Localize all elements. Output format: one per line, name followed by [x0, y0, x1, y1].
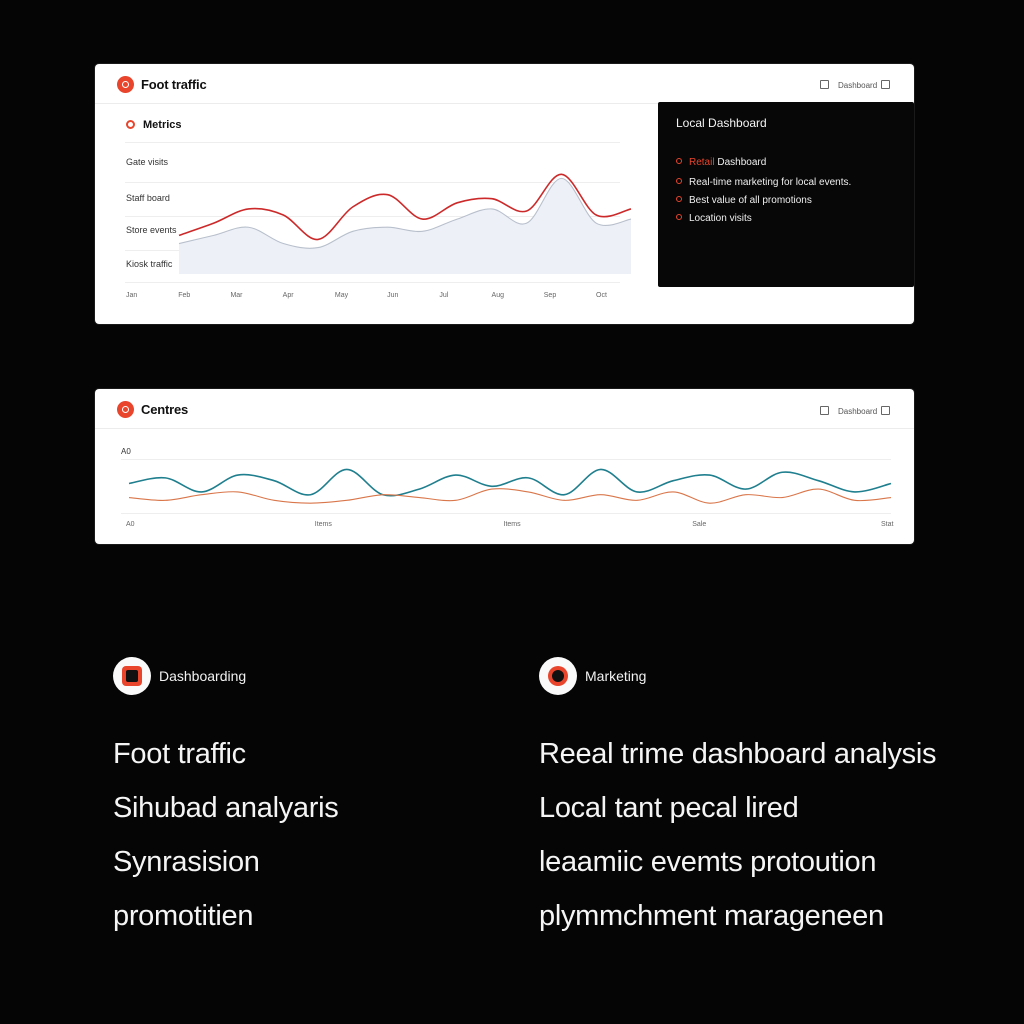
card-title: Foot traffic: [141, 77, 207, 92]
x-axis-label: May: [334, 292, 349, 299]
legend-dot-icon: [126, 120, 135, 129]
brand-dashboarding[interactable]: [113, 657, 246, 695]
x-axis-label: Jul: [439, 292, 449, 299]
dashboard-link[interactable]: Dashboard: [838, 81, 878, 90]
dashboard-icon[interactable]: [820, 406, 829, 415]
brand-name: Dashboarding: [159, 668, 247, 684]
feature-right: leaamiic evemts protoution: [539, 846, 877, 878]
x-axis-label: Stat: [881, 521, 894, 528]
brand-logo-icon: [117, 401, 134, 418]
feature-left: promotitien: [113, 900, 254, 932]
x-axis-label: Apr: [282, 292, 294, 299]
foot-traffic-card: [95, 64, 914, 324]
feature-right: Local tant pecal lired: [539, 792, 799, 824]
y-axis-label: Store events: [126, 225, 177, 235]
bullet-icon: [676, 214, 682, 220]
feature-left: Foot traffic: [113, 738, 246, 770]
series-area: [179, 178, 631, 274]
card-header: [95, 64, 914, 104]
feature-right: Reeal trime dashboard analysis: [539, 738, 937, 770]
panel-title: Local Dashboard: [676, 116, 767, 130]
series-line-1: [129, 489, 891, 504]
x-axis-label: Jan: [126, 292, 138, 299]
menu-icon[interactable]: [881, 406, 890, 415]
bullet-icon: [676, 178, 682, 184]
gridline: [125, 282, 620, 283]
feature-right: plymmchment marageneen: [539, 900, 884, 932]
x-axis-label: Aug: [491, 292, 505, 299]
x-axis-label: Feb: [178, 292, 191, 299]
panel-item[interactable]: [676, 213, 752, 224]
dashboard-icon[interactable]: [820, 80, 829, 89]
gridline: [125, 142, 620, 143]
card-header: [95, 389, 914, 429]
legend-title: Metrics: [143, 119, 182, 131]
menu-icon[interactable]: [881, 80, 890, 89]
y-axis-label: Gate visits: [126, 157, 169, 167]
panel-item[interactable]: [676, 157, 766, 168]
foot-traffic-chart: [175, 154, 635, 274]
panel-item-text: Location visits: [689, 213, 752, 224]
y-axis-label: Staff board: [126, 193, 170, 203]
local-dashboard-panel: [658, 102, 914, 287]
centres-chart: [125, 457, 895, 517]
x-axis-label: Items: [314, 521, 332, 528]
y-axis-label: Kiosk traffic: [126, 259, 173, 269]
x-axis-label: Mar: [230, 292, 243, 299]
centres-card: [95, 389, 914, 544]
dashboard-link[interactable]: Dashboard: [838, 407, 878, 416]
x-axis-label: Sep: [543, 292, 557, 299]
panel-item-text: Dashboard: [717, 157, 767, 168]
x-axis-label: Sale: [692, 521, 707, 528]
x-axis-label: Oct: [596, 292, 607, 299]
panel-item-accent: Retail: [689, 157, 715, 168]
x-axis-label: Jun: [387, 292, 399, 299]
panel-item-text: Best value of all promotions: [689, 195, 812, 206]
panel-item-text: Real-time marketing for local events.: [689, 177, 852, 188]
marketing-logo-icon: [539, 657, 577, 695]
panel-item[interactable]: [676, 195, 812, 206]
x-axis-label: Items: [503, 521, 521, 528]
x-axis-label: A0: [126, 521, 135, 528]
brand-marketing[interactable]: [539, 657, 646, 695]
brand-logo-icon: [117, 76, 134, 93]
panel-item[interactable]: [676, 177, 851, 188]
bullet-icon: [676, 158, 682, 164]
card-title: Centres: [141, 402, 189, 417]
feature-left: Synrasision: [113, 846, 260, 878]
brand-name: Marketing: [585, 668, 647, 684]
feature-left: Sihubad analyaris: [113, 792, 339, 824]
y-axis-top-label: A0: [121, 447, 131, 456]
series-line-0: [129, 469, 891, 495]
dashboarding-logo-icon: [113, 657, 151, 695]
bullet-icon: [676, 196, 682, 202]
